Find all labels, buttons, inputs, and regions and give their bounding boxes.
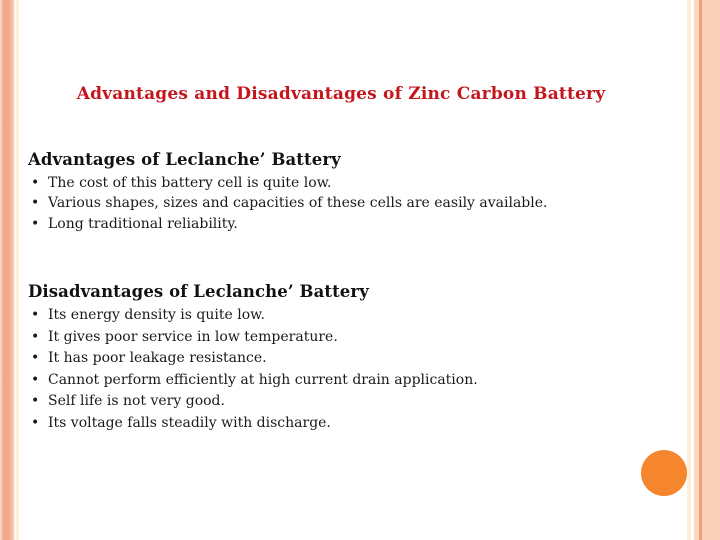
slide-title: Advantages and Disadvantages of Zinc Carbon Battery — [76, 84, 606, 104]
list-item: • Various shapes, sizes and capacities of these cells are easily available. — [28, 193, 680, 213]
disadvantages-bullet-list — [28, 305, 680, 434]
list-item: • Long traditional reliability. — [28, 214, 680, 234]
advantages-bullet-list — [28, 173, 680, 234]
accent-circle-icon — [641, 450, 687, 496]
disadvantages-heading: Disadvantages of Leclanche’ Battery — [28, 282, 369, 301]
list-item: • Cannot perform efficiently at high current drain application. — [28, 370, 680, 392]
list-item: • It has poor leakage resistance. — [28, 348, 680, 370]
list-item: • It gives poor service in low temperature. — [28, 327, 680, 349]
right-cream-line — [687, 0, 691, 540]
advantages-heading: Advantages of Leclanche’ Battery — [28, 150, 341, 169]
disadvantages-section — [28, 281, 680, 434]
list-item: • Its energy density is quite low. — [28, 305, 680, 327]
right-peach-stripe-wide — [702, 0, 720, 540]
list-item: • Self life is not very good. — [28, 391, 680, 413]
left-cream-line — [16, 0, 19, 540]
left-accent-stripe — [0, 0, 15, 540]
list-item: • Its voltage falls steadily with discharge. — [28, 413, 680, 435]
advantages-section — [28, 149, 680, 234]
list-item: • The cost of this battery cell is quite low. — [28, 173, 680, 193]
